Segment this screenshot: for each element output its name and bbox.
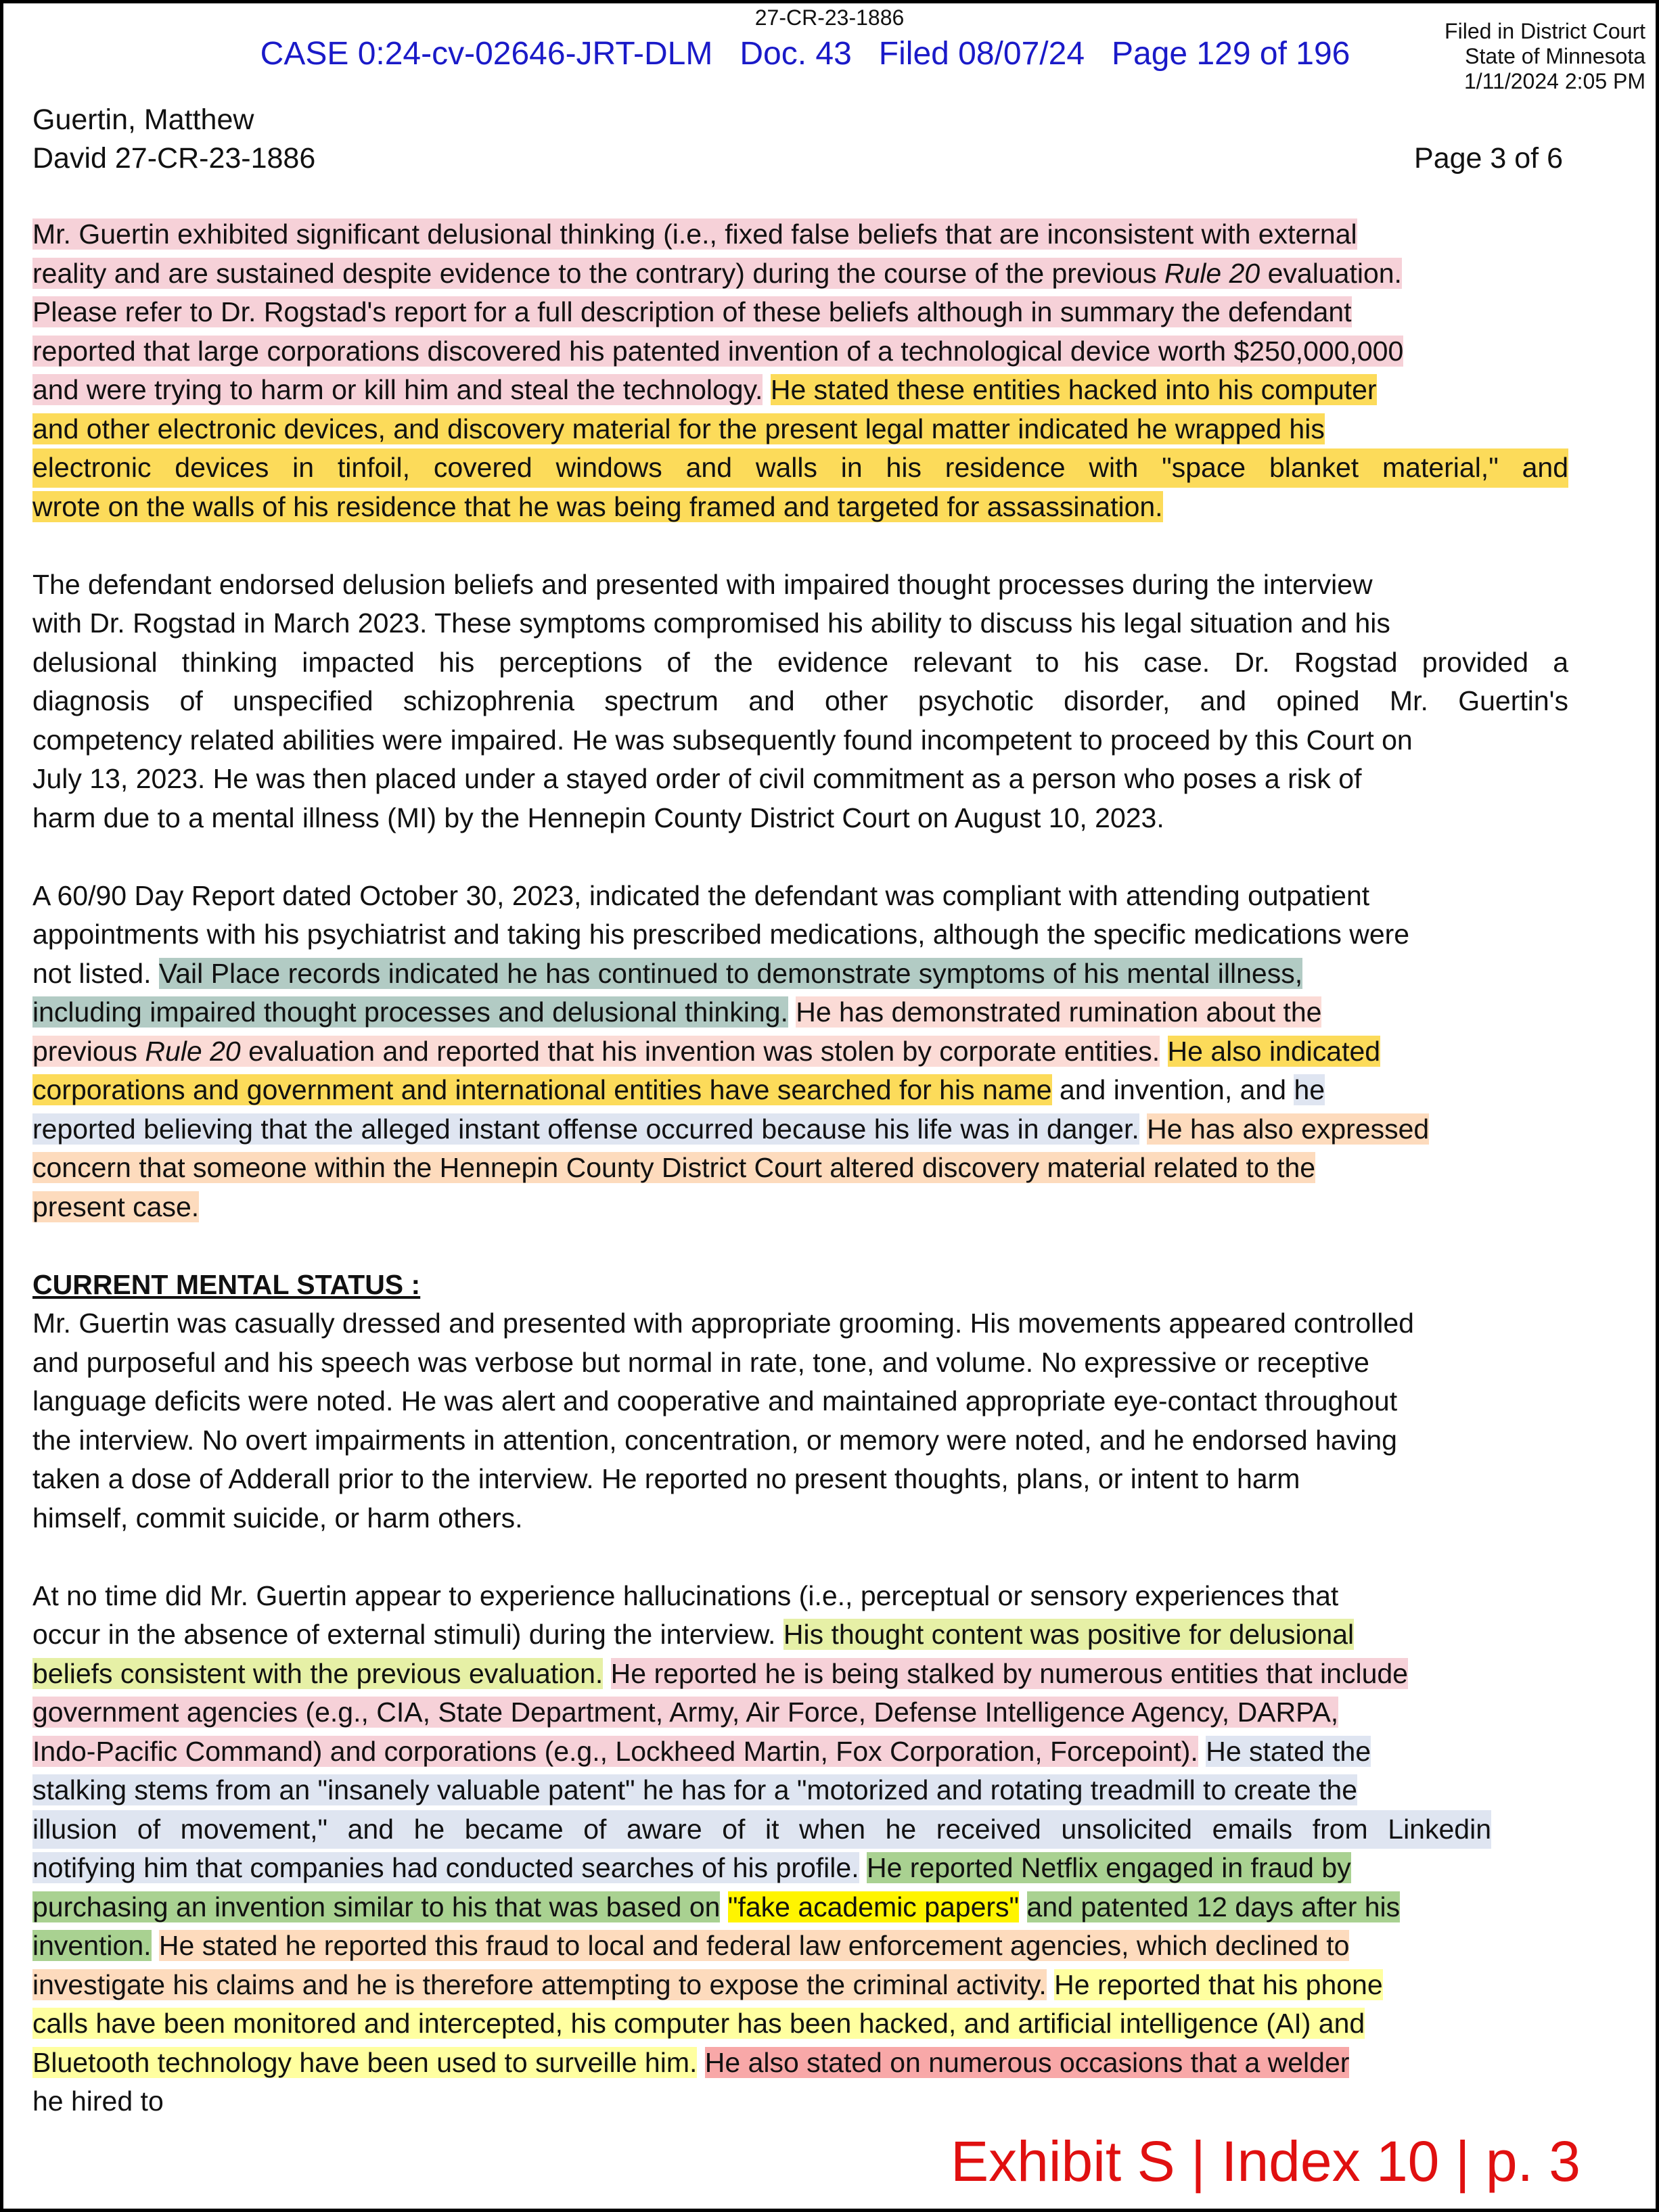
highlight-span: He also indicated (1167, 1035, 1381, 1067)
federal-filing-stamp: CASE 0:24-cv-02646-JRT-DLM Doc. 43 Filed 08/07/24 Page 129 of 196 (260, 36, 1350, 72)
report-body (32, 215, 1568, 2121)
text-line: delusional thinking impacted his perceptions of the evidence relevant to his case. Dr. Rogstad provided a (32, 646, 1568, 678)
state-case-number: 27-CR-23-1886 (754, 5, 905, 30)
highlight-span: calls have been monitored and intercepted, his computer has been hacked, and artificial intelligence (AI) and (32, 2008, 1365, 2039)
text-line (32, 293, 1568, 332)
highlight-span: concern that someone within the Hennepin County District Court altered discovery material related to the (32, 1152, 1316, 1183)
text-span: and invention, and (1059, 1074, 1287, 1105)
text-line (32, 1615, 1568, 1655)
highlight-span: Please refer to Dr. Rogstad's report for a full description of these beliefs although in summary the defendant (32, 296, 1352, 327)
section-heading: CURRENT MENTAL STATUS : (32, 1268, 421, 1300)
highlight-span: He reported he is being stalked by numerous entities that include (610, 1657, 1408, 1689)
rule-20-italic: Rule 20 (145, 1035, 241, 1067)
highlight-span: "fake academic papers" (727, 1891, 1020, 1922)
highlight-span: He reported Netflix engaged in fraud by (867, 1852, 1351, 1883)
page-number: Page 3 of 6 (1414, 142, 1563, 175)
highlight-span: corporations and government and international entities have searched for his name (32, 1074, 1052, 1105)
text-line (32, 2004, 1568, 2044)
highlight-span: purchasing an invention similar to his that was based on (32, 1891, 721, 1922)
highlight-span: He stated these entities hacked into his computer (770, 374, 1377, 405)
district-court-filing-stamp (1445, 19, 1645, 94)
highlight-span: His thought content was positive for delusional (783, 1619, 1355, 1650)
text-line (32, 1888, 1568, 1927)
text-line (32, 954, 1568, 994)
highlight-span: reported believing that the alleged instant offense occurred because his life was in danger. (32, 1113, 1139, 1145)
text-line: and purposeful and his speech was verbose but normal in rate, tone, and volume. No expressive or receptive (32, 1346, 1369, 1378)
text-line (32, 1071, 1568, 1110)
text-line (32, 332, 1568, 371)
highlight-span: Vail Place records indicated he has continued to demonstrate symptoms of his mental illness, (158, 957, 1303, 989)
text-line: harm due to a mental illness (MI) by the Hennepin County District Court on August 10, 2023. (32, 802, 1164, 833)
text-line (32, 1693, 1568, 1732)
text-line: himself, commit suicide, or harm others. (32, 1502, 523, 1534)
text-line: competency related abilities were impaired. He was subsequently found incompetent to proceed by this Court on (32, 724, 1413, 756)
text-line (32, 1849, 1568, 1888)
text-line: Mr. Guertin was casually dressed and presented with appropriate grooming. His movements appeared controlled (32, 1308, 1414, 1339)
paragraph-gap (32, 1226, 1568, 1266)
highlight-span: wrote on the walls of his residence that he was being framed and targeted for assassination. (32, 490, 1163, 522)
text-line (32, 1188, 1568, 1227)
highlight-span (32, 258, 1402, 289)
text-line: the interview. No overt impairments in attention, concentration, or memory were noted, and he endorsed having (32, 1424, 1397, 1456)
highlight-span: He has demonstrated rumination about the (796, 996, 1322, 1028)
highlight-span: and patented 12 days after his (1026, 1891, 1401, 1922)
highlight-span: Indo-Pacific Command) and corporations (e.g., Lockheed Martin, Fox Corporation, Forcepoint). (32, 1735, 1198, 1767)
defendant-name: Guertin, Matthew (32, 103, 254, 136)
highlight-span: beliefs consistent with the previous evaluation. (32, 1657, 604, 1689)
highlight-span: stalking stems from an "insanely valuable patent" he has for a "motorized and rotating treadmill to create the (32, 1774, 1358, 1805)
filed-line: Filed in District Court (1445, 19, 1645, 43)
text-line: illusion of movement," and he became of aware of it when he received unsolicited emails from Linkedin (32, 1810, 1491, 1849)
text-line (32, 1966, 1568, 2005)
highlight-span: he (1294, 1074, 1325, 1105)
highlight-span: investigate his claims and he is therefore attempting to expose the criminal activity. (32, 1968, 1047, 2000)
text-line (32, 1149, 1568, 1188)
paragraph-gap (32, 1538, 1568, 1577)
highlight-span: He reported that his phone (1054, 1968, 1383, 2000)
highlight-span: He stated the (1206, 1735, 1371, 1767)
text-line (32, 1655, 1568, 1694)
paragraph-60-90-day-report (32, 877, 1568, 1227)
text-span: occur in the absence of external stimuli) during the interview. (32, 1619, 776, 1650)
highlight-span: Bluetooth technology have been used to surveille him. (32, 2046, 698, 2078)
highlight-span: Mr. Guertin exhibited significant delusional thinking (i.e., fixed false beliefs that are inconsistent with external (32, 218, 1357, 250)
filed-line: 1/11/2024 2:05 PM (1463, 69, 1645, 93)
text-span: evaluation. (1267, 257, 1402, 289)
rule-20-italic: Rule 20 (1164, 257, 1260, 289)
highlight-span: including impaired thought processes and delusional thinking. (32, 996, 788, 1028)
highlight-span: and were trying to harm or kill him and steal the technology. (32, 374, 763, 405)
text-line: he hired to (32, 2086, 164, 2117)
text-line: with Dr. Rogstad in March 2023. These symptoms compromised his ability to discuss his legal situation and his (32, 607, 1390, 639)
text-line: The defendant endorsed delusion beliefs and presented with impaired thought processes during the interview (32, 568, 1373, 600)
highlight-span: He has also expressed (1147, 1113, 1430, 1145)
text-line: A 60/90 Day Report dated October 30, 2023, indicated the defendant was compliant with attending outpatient (32, 879, 1370, 911)
text-line (32, 254, 1568, 294)
exhibit-label: Exhibit S | Index 10 | p. 3 (951, 2129, 1581, 2193)
text-line: language deficits were noted. He was alert and cooperative and maintained appropriate eye-contact throughout (32, 1385, 1398, 1416)
text-span: reality and are sustained despite evidence to the contrary) during the course of the previous (32, 257, 1157, 289)
text-span: evaluation and reported that his invention was stolen by corporate entities. (248, 1035, 1160, 1067)
text-line: At no time did Mr. Guertin appear to experience hallucinations (i.e., perceptual or sensory experiences that (32, 1580, 1339, 1611)
highlight-span: notifying him that companies had conducted searches of his profile. (32, 1852, 859, 1883)
filed-line: State of Minnesota (1465, 44, 1645, 68)
text-span: not listed. (32, 957, 152, 989)
highlight-span (32, 1036, 1160, 1067)
text-line (32, 2044, 1568, 2083)
paragraph-gap (32, 526, 1568, 566)
text-line: appointments with his psychiatrist and taking his prescribed medications, although the specific medications were (32, 919, 1410, 950)
text-line (32, 993, 1568, 1032)
text-line (32, 1732, 1568, 1772)
highlight-span: He stated he reported this fraud to local and federal law enforcement agencies, which declined to (158, 1930, 1350, 1961)
text-line (32, 371, 1568, 410)
paragraph-prior-delusions (32, 215, 1568, 526)
text-line: taken a dose of Adderall prior to the interview. He reported no present thoughts, plans, or intent to harm (32, 1463, 1300, 1494)
text-line (32, 1927, 1568, 1966)
highlight-span: present case. (32, 1191, 200, 1222)
paragraph-current-delusions (32, 1577, 1568, 2121)
text-line (32, 1032, 1568, 1072)
text-span: previous (32, 1035, 137, 1067)
highlight-span: and other electronic devices, and discovery material for the present legal matter indicated he wrapped his (32, 413, 1325, 444)
text-line (32, 215, 1568, 254)
text-line: electronic devices in tinfoil, covered windows and walls in his residence with "space blanket material," and (32, 448, 1568, 488)
highlight-span: invention. (32, 1930, 152, 1961)
text-line (32, 1110, 1568, 1149)
text-line: July 13, 2023. He was then placed under a stayed order of civil commitment as a person who poses a risk of (32, 763, 1362, 794)
paragraph-mental-status (32, 1304, 1568, 1538)
highlight-span: government agencies (e.g., CIA, State Department, Army, Air Force, Defense Intelligence Agency, DARPA, (32, 1697, 1339, 1728)
text-line (32, 410, 1568, 449)
paragraph-competency-history (32, 566, 1568, 838)
text-line (32, 1771, 1568, 1810)
highlight-span: He also stated on numerous occasions that a welder (704, 2046, 1350, 2078)
paragraph-gap (32, 837, 1568, 877)
report-subject: David 27-CR-23-1886 (32, 142, 316, 175)
text-line: diagnosis of unspecified schizophrenia spectrum and other psychotic disorder, and opined Mr. Guertin's (32, 685, 1568, 716)
text-line (32, 488, 1568, 527)
highlight-span: reported that large corporations discovered his patented invention of a technological device worth $250,000,000 (32, 335, 1404, 367)
